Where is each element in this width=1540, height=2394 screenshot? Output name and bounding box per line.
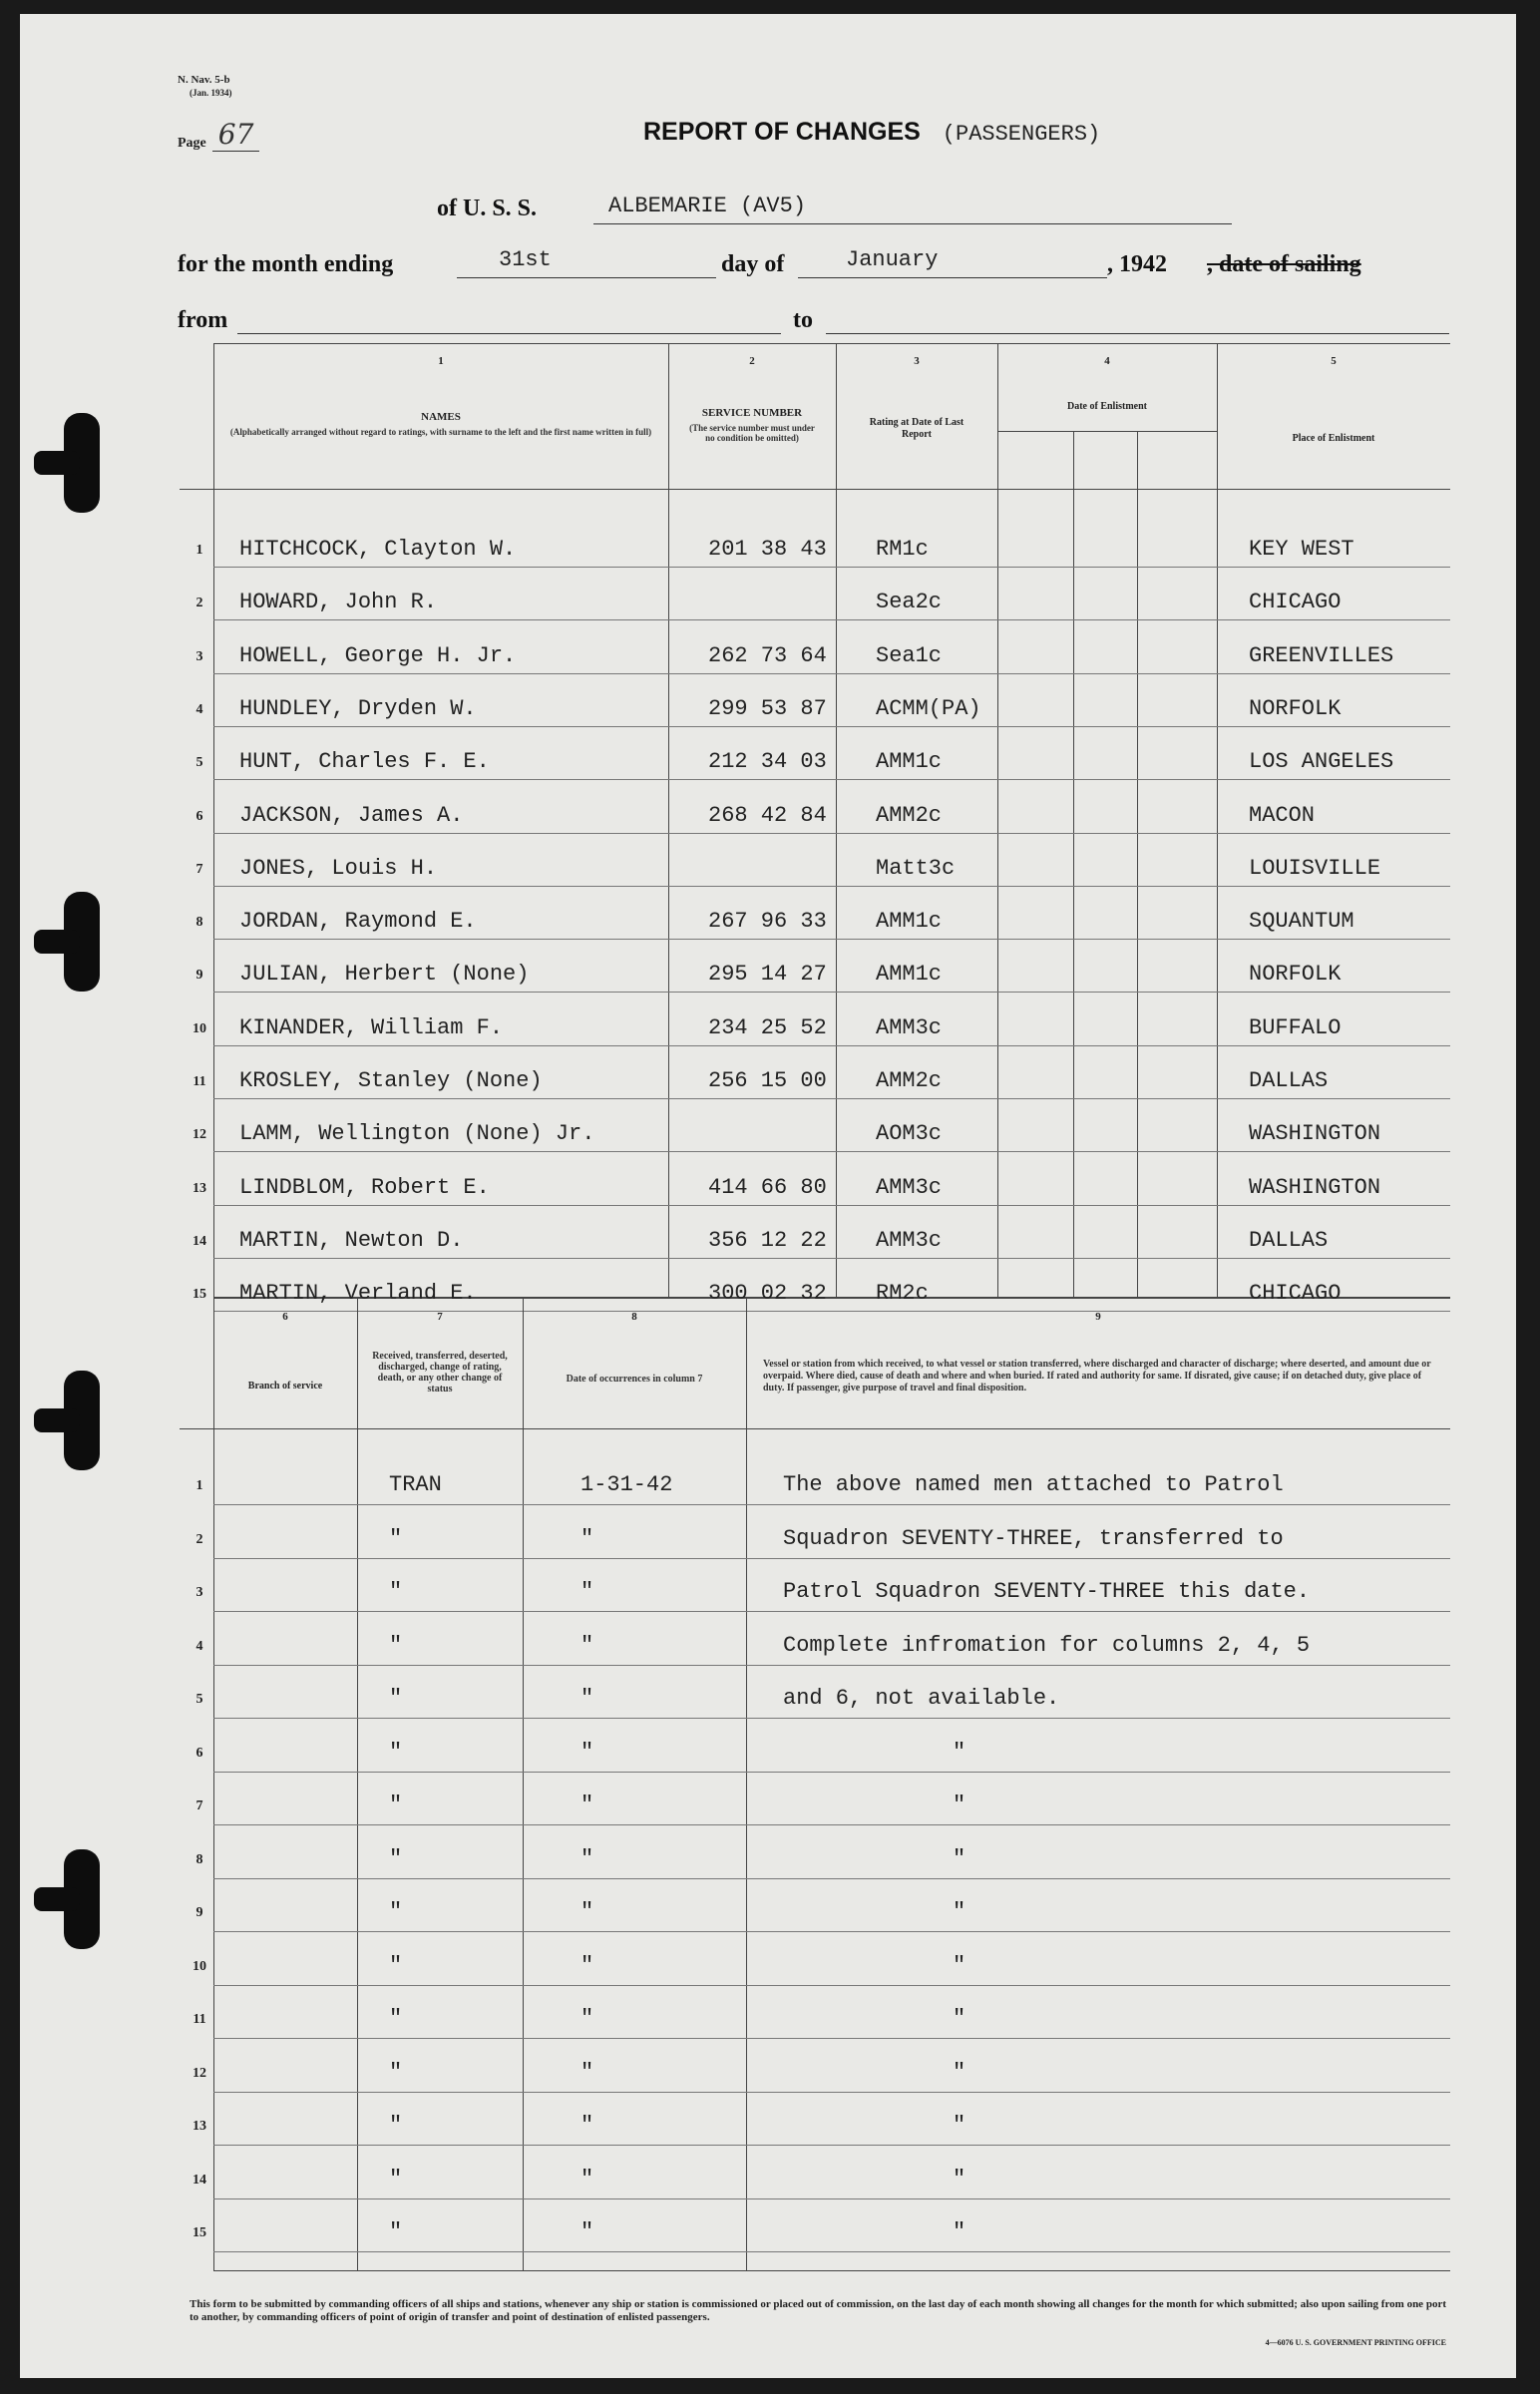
row-rule xyxy=(213,1878,1450,1879)
service-number-cell: 256 15 00 xyxy=(708,1068,827,1093)
name-cell: HOWELL, George H. Jr. xyxy=(239,643,517,668)
place-cell: DALLAS xyxy=(1249,1068,1329,1093)
header-enlistment-date: Date of Enlistment xyxy=(1067,401,1147,412)
row-number: 1 xyxy=(195,543,203,558)
row-number: 15 xyxy=(192,1287,206,1302)
row-rule xyxy=(213,1665,1450,1666)
header-names: NAMES xyxy=(421,411,461,423)
row-number: 9 xyxy=(195,1905,203,1920)
rating-cell: AMM3c xyxy=(876,1175,943,1200)
remarks-cell: " xyxy=(953,2113,966,2138)
page-number-field xyxy=(178,118,259,152)
place-cell: GREENVILLES xyxy=(1249,643,1394,668)
row-number: 10 xyxy=(192,1021,206,1036)
name-cell: JACKSON, James A. xyxy=(239,803,464,828)
name-cell: HUNT, Charles F. E. xyxy=(239,749,490,774)
row-rule xyxy=(213,1045,1450,1046)
upper-col-line-2 xyxy=(836,343,837,1297)
rating-cell: Sea2c xyxy=(876,590,943,614)
row-number: 1 xyxy=(195,1478,203,1493)
remarks-cell: " xyxy=(953,1953,966,1978)
change-cell: " xyxy=(389,1579,403,1604)
change-cell: " xyxy=(389,2167,403,2192)
remarks-cell: The above named men attached to Patrol xyxy=(783,1472,1284,1497)
lower-col-line-2 xyxy=(523,1297,524,2270)
upper-col-line-3 xyxy=(997,343,998,1297)
upper-col-line-0 xyxy=(213,343,214,1297)
date-cell: 1-31-42 xyxy=(580,1472,673,1497)
ship-label: of U. S. S. xyxy=(437,196,538,221)
day-value: 31st xyxy=(499,247,552,272)
row-rule xyxy=(213,567,1450,568)
change-cell: " xyxy=(389,1526,403,1551)
name-cell: JONES, Louis H. xyxy=(239,856,438,881)
date-cell: " xyxy=(580,2006,594,2031)
place-cell: KEY WEST xyxy=(1249,537,1354,562)
row-number: 3 xyxy=(195,1585,203,1600)
remarks-cell: " xyxy=(953,1846,966,1871)
row-number: 10 xyxy=(192,1959,206,1974)
row-rule xyxy=(213,673,1450,674)
remarks-cell: " xyxy=(953,2167,966,2192)
remarks-cell: Squadron SEVENTY-THREE, transferred to xyxy=(783,1526,1284,1551)
name-cell: KROSLEY, Stanley (None) xyxy=(239,1068,543,1093)
remarks-cell: " xyxy=(953,1793,966,1817)
row-rule xyxy=(213,619,1450,620)
upper-table-top-border xyxy=(213,343,1450,344)
remarks-cell: Complete infromation for columns 2, 4, 5 xyxy=(783,1633,1311,1658)
page-number: 67 xyxy=(212,118,260,152)
rating-cell: AMM2c xyxy=(876,803,943,828)
date-cell: " xyxy=(580,1899,594,1924)
rating-cell: AMM3c xyxy=(876,1015,943,1040)
change-cell: " xyxy=(389,1793,403,1817)
service-number-cell: 414 66 80 xyxy=(708,1175,827,1200)
binder-ring-1 xyxy=(64,413,100,513)
date-of-sailing-label: , date of sailing xyxy=(1207,251,1361,277)
name-cell: JULIAN, Herbert (None) xyxy=(239,962,530,987)
place-cell: MACON xyxy=(1249,803,1316,828)
row-number: 8 xyxy=(195,1852,203,1867)
remarks-cell: " xyxy=(953,2060,966,2085)
header-vessel: Vessel or station from which received, to what vessel or station transferred, where discharged and character of discharge; where deserted, and amount due or overpaid. Where died, cause of death and where and when buried. If rated and authority for same. If disrated, give cause; if on detached duty, give place of duty. If passenger, give purpose of travel and final disposition. xyxy=(763,1359,1431,1394)
place-cell: CHICAGO xyxy=(1249,590,1342,614)
row-number: 6 xyxy=(195,809,203,824)
to-label: to xyxy=(793,307,813,333)
row-number: 7 xyxy=(195,1798,203,1813)
row-rule xyxy=(213,1985,1450,1986)
row-number: 14 xyxy=(192,2173,206,2188)
row-number: 12 xyxy=(192,1127,206,1142)
form-edition: (Jan. 1934) xyxy=(190,88,232,98)
place-cell: DALLAS xyxy=(1249,1228,1329,1253)
row-number: 11 xyxy=(192,1074,206,1089)
col-number-3: 3 xyxy=(914,355,920,367)
row-rule xyxy=(213,2145,1450,2146)
binder-ring-3 xyxy=(64,1371,100,1470)
report-title-block xyxy=(643,118,1100,147)
date-cell: " xyxy=(580,1740,594,1765)
row-rule xyxy=(213,1931,1450,1932)
name-cell: MARTIN, Verland E. xyxy=(239,1281,477,1306)
name-cell: LAMM, Wellington (None) Jr. xyxy=(239,1121,595,1146)
col-number-7: 7 xyxy=(437,1311,443,1323)
date-cell: " xyxy=(580,2219,594,2244)
lower-col-line-0 xyxy=(213,1297,214,2270)
name-cell: HITCHCOCK, Clayton W. xyxy=(239,537,517,562)
binder-ring-2 xyxy=(64,892,100,992)
month-label: for the month ending xyxy=(178,251,394,277)
name-cell: MARTIN, Newton D. xyxy=(239,1228,464,1253)
rating-cell: AMM1c xyxy=(876,909,943,934)
date-cell: " xyxy=(580,1633,594,1658)
row-rule xyxy=(213,1258,1450,1259)
col-number-6: 6 xyxy=(282,1311,288,1323)
report-title: REPORT OF CHANGES xyxy=(643,118,921,146)
rating-cell: RM1c xyxy=(876,537,929,562)
row-number: 7 xyxy=(195,862,203,877)
enlistment-subcol-line-a xyxy=(1073,431,1074,1297)
row-rule xyxy=(213,1151,1450,1152)
row-rule xyxy=(213,1718,1450,1719)
change-cell: " xyxy=(389,1953,403,1978)
change-cell: " xyxy=(389,1899,403,1924)
date-cell: " xyxy=(580,2113,594,2138)
header-enlistment-place: Place of Enlistment xyxy=(1292,433,1375,444)
name-cell: HOWARD, John R. xyxy=(239,590,438,614)
row-number: 9 xyxy=(195,968,203,983)
service-number-cell: 356 12 22 xyxy=(708,1228,827,1253)
row-number: 2 xyxy=(195,1532,203,1547)
col-number-2: 2 xyxy=(749,355,755,367)
service-number-cell: 268 42 84 xyxy=(708,803,827,828)
upper-header-bottom-border xyxy=(180,489,1450,490)
rating-cell: AOM3c xyxy=(876,1121,943,1146)
name-cell: HUNDLEY, Dryden W. xyxy=(239,696,477,721)
col-number-1: 1 xyxy=(438,355,444,367)
change-cell: " xyxy=(389,2060,403,2085)
row-rule xyxy=(213,833,1450,834)
remarks-cell: " xyxy=(953,1740,966,1765)
lower-col-line-3 xyxy=(746,1297,747,2270)
service-number-cell: 234 25 52 xyxy=(708,1015,827,1040)
lower-header-bottom-border xyxy=(180,1428,1450,1429)
remarks-cell: " xyxy=(953,2006,966,2031)
row-rule xyxy=(213,726,1450,727)
row-rule xyxy=(213,1098,1450,1099)
form-code: N. Nav. 5-b xyxy=(178,74,230,86)
remarks-cell: and 6, not available. xyxy=(783,1686,1060,1711)
row-number: 11 xyxy=(192,2012,206,2027)
col-number-5: 5 xyxy=(1331,355,1337,367)
from-label: from xyxy=(178,307,228,333)
place-cell: WASHINGTON xyxy=(1249,1175,1381,1200)
enlistment-subheader-line xyxy=(997,431,1217,432)
place-cell: WASHINGTON xyxy=(1249,1121,1381,1146)
header-change: Received, transferred, deserted, discharged, change of rating, death, or any other change of status xyxy=(372,1351,508,1395)
upper-col-line-1 xyxy=(668,343,669,1297)
col-number-4: 4 xyxy=(1104,355,1110,367)
col-number-8: 8 xyxy=(631,1311,637,1323)
rating-cell: RM2c xyxy=(876,1281,929,1306)
date-cell: " xyxy=(580,1686,594,1711)
header-rating: Rating at Date of Last Report xyxy=(869,417,964,440)
document-page xyxy=(20,14,1516,2378)
remarks-cell: " xyxy=(953,1899,966,1924)
row-number: 6 xyxy=(195,1746,203,1761)
row-rule xyxy=(213,2251,1450,2252)
row-number: 3 xyxy=(195,649,203,664)
date-cell: " xyxy=(580,2060,594,2085)
date-cell: " xyxy=(580,1579,594,1604)
row-rule xyxy=(213,1558,1450,1559)
footer-printer: 4—6076 U. S. GOVERNMENT PRINTING OFFICE xyxy=(1265,2338,1446,2347)
date-cell: " xyxy=(580,2167,594,2192)
lower-col-line-1 xyxy=(357,1297,358,2270)
row-rule xyxy=(213,779,1450,780)
row-number: 5 xyxy=(195,1692,203,1707)
service-number-cell: 201 38 43 xyxy=(708,537,827,562)
change-cell: " xyxy=(389,2006,403,2031)
row-rule xyxy=(213,992,1450,993)
rating-cell: AMM1c xyxy=(876,962,943,987)
date-cell: " xyxy=(580,1953,594,1978)
service-number-cell: 299 53 87 xyxy=(708,696,827,721)
place-cell: SQUANTUM xyxy=(1249,909,1354,934)
report-title-note: (PASSENGERS) xyxy=(942,122,1101,147)
ship-underline xyxy=(593,223,1232,224)
rating-cell: AMM3c xyxy=(876,1228,943,1253)
header-names-note: (Alphabetically arranged without regard to ratings, with surname to the left and the first name written in full) xyxy=(229,427,652,437)
change-cell: " xyxy=(389,2113,403,2138)
row-number: 2 xyxy=(195,596,203,610)
header-date: Date of occurrences in column 7 xyxy=(566,1374,703,1385)
place-cell: LOUISVILLE xyxy=(1249,856,1381,881)
page-label: Page xyxy=(178,136,206,151)
place-cell: NORFOLK xyxy=(1249,962,1342,987)
row-number: 8 xyxy=(195,915,203,930)
name-cell: LINDBLOM, Robert E. xyxy=(239,1175,490,1200)
rating-cell: Sea1c xyxy=(876,643,943,668)
lower-table-bottom-border xyxy=(213,2270,1450,2271)
row-number: 15 xyxy=(192,2225,206,2240)
year-value: , 1942 xyxy=(1107,251,1167,277)
change-cell: " xyxy=(389,1686,403,1711)
date-cell: " xyxy=(580,1846,594,1871)
row-rule xyxy=(213,2198,1450,2199)
rating-cell: Matt3c xyxy=(876,856,956,881)
row-number: 12 xyxy=(192,2066,206,2081)
row-number: 4 xyxy=(195,702,203,717)
footer-instructions: This form to be submitted by commanding officers of all ships and stations, whenever any ship or station is commissioned or placed out of commission, on the last day of each month showing all changes for the month for which submitted; also upon sailing from one port to another, by commanding officers of point of origin of transfer and point of destination of enlisted passengers. xyxy=(190,2298,1446,2323)
row-rule xyxy=(213,1772,1450,1773)
service-number-cell: 300 02 32 xyxy=(708,1281,827,1306)
day-underline xyxy=(457,277,716,278)
month-value: January xyxy=(846,247,939,272)
rating-cell: AMM1c xyxy=(876,749,943,774)
name-cell: KINANDER, William F. xyxy=(239,1015,504,1040)
col-number-9: 9 xyxy=(1095,1311,1101,1323)
row-rule xyxy=(213,886,1450,887)
service-number-cell: 212 34 03 xyxy=(708,749,827,774)
row-rule xyxy=(213,1611,1450,1612)
header-service-number-note: (The service number must under no condition be omitted) xyxy=(689,423,815,443)
service-number-cell: 262 73 64 xyxy=(708,643,827,668)
date-cell: " xyxy=(580,1526,594,1551)
enlistment-subcol-line-b xyxy=(1137,431,1138,1297)
change-cell: " xyxy=(389,1846,403,1871)
binder-ring-4 xyxy=(64,1849,100,1949)
upper-col-line-4 xyxy=(1217,343,1218,1297)
ship-name: ALBEMARIE (AV5) xyxy=(608,194,807,218)
remarks-cell: Patrol Squadron SEVENTY-THREE this date. xyxy=(783,1579,1311,1604)
row-rule xyxy=(213,1824,1450,1825)
rating-cell: ACMM(PA) xyxy=(876,696,981,721)
row-number: 13 xyxy=(192,2119,206,2134)
place-cell: NORFOLK xyxy=(1249,696,1342,721)
header-service-number: SERVICE NUMBER xyxy=(701,407,803,419)
change-cell: TRAN xyxy=(389,1472,442,1497)
place-cell: CHICAGO xyxy=(1249,1281,1342,1306)
row-number: 14 xyxy=(192,1234,206,1249)
row-rule xyxy=(213,2092,1450,2093)
place-cell: LOS ANGELES xyxy=(1249,749,1394,774)
row-rule xyxy=(213,1504,1450,1505)
row-number: 4 xyxy=(195,1639,203,1654)
service-number-cell: 267 96 33 xyxy=(708,909,827,934)
remarks-cell: " xyxy=(953,2219,966,2244)
header-branch: Branch of service xyxy=(247,1381,323,1392)
service-number-cell: 295 14 27 xyxy=(708,962,827,987)
place-cell: BUFFALO xyxy=(1249,1015,1342,1040)
rating-cell: AMM2c xyxy=(876,1068,943,1093)
row-rule xyxy=(213,939,1450,940)
change-cell: " xyxy=(389,1740,403,1765)
row-rule xyxy=(213,1205,1450,1206)
to-underline xyxy=(826,333,1449,334)
row-number: 5 xyxy=(195,755,203,770)
date-cell: " xyxy=(580,1793,594,1817)
row-rule xyxy=(213,2038,1450,2039)
from-underline xyxy=(237,333,781,334)
month-underline xyxy=(798,277,1107,278)
change-cell: " xyxy=(389,1633,403,1658)
row-number: 13 xyxy=(192,1181,206,1196)
name-cell: JORDAN, Raymond E. xyxy=(239,909,477,934)
change-cell: " xyxy=(389,2219,403,2244)
day-of-label: day of xyxy=(721,251,785,277)
